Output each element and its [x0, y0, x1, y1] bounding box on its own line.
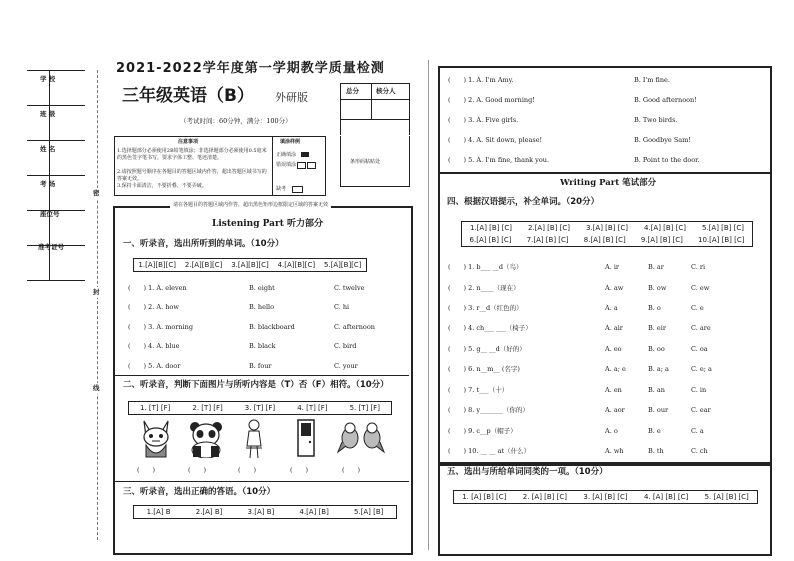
option-c: C. hi: [334, 303, 350, 311]
answer-notice: 请在各题目的答题区域内作答，超出黑色矩形边框限定区域的答案无效: [170, 203, 331, 208]
section-2-title: 二、听录音，判断下面图片与所听内容是（T）否（F）相符。（10分）: [123, 380, 389, 390]
answer-option[interactable]: 3. [A] [B] [C]: [583, 493, 628, 501]
question-stem: ( ) 2. n____（现在）: [448, 284, 520, 292]
option-c: C. twelve: [334, 284, 365, 292]
subject-title: 三年级英语（B）: [122, 86, 254, 106]
fill-sample-title: 填涂样例: [280, 139, 301, 145]
option-b: B. th: [648, 447, 664, 455]
answer-option[interactable]: 4.[A][B][C]: [277, 261, 316, 269]
option-c: C. your: [334, 362, 358, 370]
fill-missing-label: 缺考: [276, 186, 287, 192]
girl-icon: [242, 418, 266, 460]
judge-bracket[interactable]: ( ): [342, 466, 361, 474]
option-b: B. hello: [249, 303, 275, 311]
option-b: B. an: [648, 386, 665, 394]
answer-option[interactable]: 2.[A][B][C]: [184, 261, 223, 269]
notes-item: 2.请按照题号顺序在各题目的答题区域内作答，超出答题区域书写的答案无效。: [117, 169, 267, 182]
option-b: B. Good afternoon!: [634, 96, 697, 104]
option-b: B. o: [648, 304, 661, 312]
s4-answer-row-2: [462, 234, 752, 245]
fill-wrong-sample: [297, 162, 306, 169]
seal-line: [97, 70, 98, 540]
answer-option[interactable]: 1.[A] B: [146, 508, 171, 516]
answer-option[interactable]: 7.[A] [B] [C]: [526, 235, 569, 244]
fill-wrong-label: 错误填涂: [276, 162, 297, 168]
question-stem: ( ) 3. A. morning: [128, 323, 194, 331]
option-a: A. ir: [605, 263, 620, 271]
binding-field-seat: 座位号: [40, 210, 60, 218]
answer-option[interactable]: 1.[A][B][C]: [138, 261, 176, 269]
question-stem: ( ) 4. ch___ ___（椅子）: [448, 324, 532, 332]
option-b: B. eight: [249, 284, 275, 292]
option-c: C. ew: [691, 284, 710, 292]
question-stem: ( ) 1. b___ __d（鸟）: [448, 263, 523, 271]
option-b: B. I'm fine.: [634, 76, 670, 84]
seal-char: 封: [93, 288, 100, 296]
question-stem: ( ) 1. A. I'm Amy.: [448, 76, 514, 84]
door-icon: [296, 418, 316, 458]
answer-option[interactable]: 1. [A] [B] [C]: [462, 493, 507, 501]
s4-answer-row-1: [462, 222, 752, 233]
listening-part-title: Listening Part 听力部分: [212, 219, 324, 229]
answer-option[interactable]: 3.[A] [B] [C]: [586, 223, 628, 232]
question-stem: ( ) 4. A. Sit down, please!: [448, 136, 543, 144]
notes-title: 注意事项: [178, 139, 199, 145]
binding-field-class: 班 级: [40, 110, 56, 118]
question-stem: ( ) 3. A. Five girls.: [448, 116, 519, 124]
notes-item: 3.保持卡面清洁，不要折叠、不要弄破。: [117, 183, 207, 189]
option-c: C. are: [691, 324, 711, 332]
answer-option[interactable]: 5.[A] [B] [C]: [702, 223, 744, 232]
barcode-label: 条形码粘贴处: [350, 159, 381, 165]
answer-option[interactable]: 8.[A] [B] [C]: [583, 235, 626, 244]
fill-missing-box[interactable]: [292, 186, 303, 193]
option-a: A. a: [605, 304, 618, 312]
option-c: C. afternoon: [334, 323, 375, 331]
option-a: A. o: [605, 427, 618, 435]
option-b: B. our: [648, 406, 669, 414]
score-reviewer-label: 核分人: [376, 87, 396, 95]
s3-answer-bar: [133, 505, 397, 519]
answer-option[interactable]: 5.[A][B][C]: [323, 261, 362, 269]
answer-option[interactable]: 2.[A] [B] [C]: [528, 223, 570, 232]
question-stem: ( ) 5. A. I'm fine, thank you.: [448, 156, 550, 164]
option-b: B. Two birds.: [634, 116, 678, 124]
notes-item: 1.选择题部分必须使用2B铅笔填涂；非选择题部分必须使用0.5毫米的黑色签字笔书写，要求字体工整、笔迹清楚。: [117, 148, 267, 161]
question-stem: ( ) 2. A. how: [128, 303, 179, 311]
option-b: B. ow: [648, 284, 667, 292]
answer-option[interactable]: 3.[A][B][C]: [231, 261, 269, 269]
fill-wrong-sample: [307, 162, 316, 169]
answer-option[interactable]: 1. [T] [F]: [140, 404, 171, 412]
question-stem: ( ) 9. c__p（帽子）: [448, 427, 517, 435]
option-b: B. Point to the door.: [634, 156, 700, 164]
option-b: B. four: [249, 362, 272, 370]
answer-option[interactable]: 5. [A] [B] [C]: [704, 493, 749, 501]
question-stem: ( ) 5. A. door: [128, 362, 181, 370]
option-c: C. bird: [334, 342, 357, 350]
answer-option[interactable]: 4. [A] [B] [C]: [643, 493, 689, 501]
answer-option[interactable]: 5.[A] [B]: [353, 508, 384, 516]
option-c: C. ch: [691, 447, 708, 455]
option-c: C. ear: [691, 406, 711, 414]
answer-option[interactable]: 2.[A] B]: [195, 508, 223, 516]
option-b: B. ar: [648, 263, 664, 271]
question-stem: ( ) 8. y_______（你的）: [448, 406, 529, 414]
option-a: A. aw: [605, 284, 624, 292]
question-stem: ( ) 2. A. Good morning!: [448, 96, 535, 104]
answer-option[interactable]: 3.[A] B]: [247, 508, 275, 516]
question-stem: ( ) 5. g__ __d（好的）: [448, 345, 526, 353]
question-stem: ( ) 10. __ __ at（什么）: [448, 447, 531, 455]
option-b: B. Goodbye Sam!: [634, 136, 691, 144]
answer-option[interactable]: 4. [T] [F]: [297, 404, 328, 412]
section-1-title: 一、听录音，选出所听到的单词。（10分）: [123, 239, 284, 249]
fill-correct-sample: [301, 152, 309, 157]
score-total-label: 总分: [346, 87, 359, 95]
option-a: A. en: [605, 386, 622, 394]
option-c: C. ri: [691, 263, 706, 271]
edition-label: 外研版: [275, 91, 308, 104]
option-c: C. e: [691, 304, 704, 312]
option-b: B. blackboard: [249, 323, 295, 331]
option-b: B. oo: [648, 345, 665, 353]
section-3-title: 三、听录音，选出正确的答语。（10分）: [123, 487, 276, 497]
option-a: A. a; e: [605, 365, 626, 373]
answer-frame-right: [438, 172, 772, 466]
fill-correct-label: 正确填涂: [276, 152, 297, 158]
question-stem: ( ) 7. t___（十）: [448, 386, 509, 394]
option-c: C. e; a: [691, 365, 712, 373]
answer-option[interactable]: 10.[A] [B] [C]: [697, 235, 745, 244]
cat-icon: [138, 417, 174, 459]
option-b: B. e: [648, 427, 661, 435]
question-stem: ( ) 3. r__d（红色的）: [448, 304, 523, 312]
option-b: B. black: [249, 342, 276, 350]
answer-option[interactable]: 4.[A] [B]: [299, 508, 329, 516]
question-stem: ( ) 1. A. eleven: [128, 284, 187, 292]
section-5-title: 五、选出与所给单词同类的一项。（10分）: [447, 467, 608, 477]
answer-option[interactable]: 2. [T] [F]: [192, 404, 223, 412]
exam-info: （考试时间：60分钟，满分：100分）: [180, 117, 292, 125]
binding-field-exam-id: 准考证号: [38, 243, 64, 251]
judge-bracket[interactable]: ( ): [188, 466, 207, 474]
s5-answer-bar: [453, 490, 758, 504]
binding-field-room: 考 场: [40, 180, 56, 188]
option-c: C. in: [691, 386, 707, 394]
binding-field-name: 姓 名: [40, 145, 56, 153]
answer-option[interactable]: 1.[A] [B] [C]: [470, 223, 512, 232]
page-fold: [428, 60, 429, 550]
section-4-title: 四、根据汉语提示，补全单词。（20分）: [447, 197, 600, 207]
seal-char: 线: [93, 384, 100, 392]
answer-option[interactable]: 9.[A] [B] [C]: [640, 235, 683, 244]
answer-option[interactable]: 6.[A] [B] [C]: [469, 235, 512, 244]
writing-part-title: Writing Part 笔试部分: [560, 178, 657, 188]
option-b: B. eir: [648, 324, 666, 332]
option-a: A. wh: [605, 447, 624, 455]
question-stem: ( ) 6. n__m__ (名字): [448, 365, 520, 373]
answer-option[interactable]: 2. [A] [B] [C]: [522, 493, 567, 501]
question-stem: ( ) 4. A. blue: [128, 342, 180, 350]
answer-option[interactable]: 4.[A] [B] [C]: [644, 223, 686, 232]
option-a: A. air: [605, 324, 623, 332]
seal-char: 密: [93, 189, 100, 197]
binding-field-school: 学 校: [40, 75, 56, 83]
option-b: B. a; a: [648, 365, 669, 373]
panda-icon: [188, 420, 224, 458]
birds-icon: [336, 420, 386, 458]
answer-option[interactable]: 5. [T] [F]: [349, 404, 380, 412]
answer-option[interactable]: 3. [T] [F]: [244, 404, 276, 412]
judge-bracket[interactable]: ( ): [137, 466, 156, 474]
judge-bracket[interactable]: ( ): [238, 466, 257, 474]
judge-bracket[interactable]: ( ): [290, 466, 309, 474]
s1-answer-bar: [133, 258, 367, 272]
option-c: C. a: [691, 427, 704, 435]
option-a: A. eo: [605, 345, 622, 353]
exam-title: 2021-2022学年度第一学期教学质量检测: [116, 61, 385, 76]
option-a: A. aor: [605, 406, 625, 414]
option-c: C. oa: [691, 345, 708, 353]
s2-answer-bar: [128, 401, 392, 415]
